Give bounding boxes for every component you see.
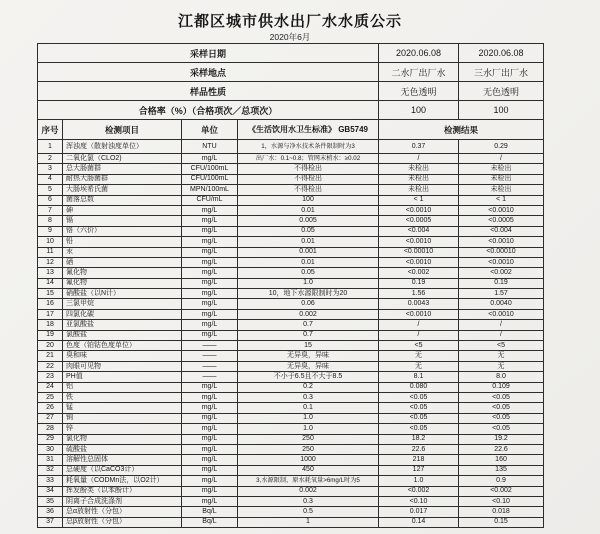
table-row — [38, 517, 544, 527]
table-row — [38, 341, 544, 351]
sample-date-label: 采样日期 — [38, 44, 379, 63]
cell-result-plant3: 0.29 — [459, 140, 544, 154]
cell-item: 锌 — [63, 424, 182, 434]
cell-standard: 0.01 — [238, 237, 379, 247]
table-row — [38, 185, 544, 195]
col-header-standard: 《生活饮用水卫生标准》 GB5749 — [238, 120, 379, 140]
cell-unit: —— — [182, 341, 238, 351]
cell-standard: 0.05 — [238, 268, 379, 278]
cell-item: 氰化物 — [63, 268, 182, 278]
table-row — [38, 164, 544, 174]
table-row — [38, 247, 544, 257]
cell-result-plant2: <0.05 — [379, 403, 459, 413]
table-row — [38, 413, 544, 423]
cell-result-plant3: <0.004 — [459, 226, 544, 236]
cell-result-plant2: 0.37 — [379, 140, 459, 154]
cell-result-plant2: / — [379, 154, 459, 164]
cell-item: 总α放射性（分包） — [63, 507, 182, 517]
cell-item: 镉 — [63, 216, 182, 226]
cell-result-plant2: / — [379, 330, 459, 340]
cell-result-plant3: 未检出 — [459, 174, 544, 184]
cell-unit: mg/L — [182, 455, 238, 465]
table-row — [38, 403, 544, 413]
table-row — [38, 299, 544, 309]
cell-item: 汞 — [63, 247, 182, 257]
cell-standard: 100 — [238, 195, 379, 205]
cell-result-plant3: 0.018 — [459, 507, 544, 517]
cell-unit: mg/L — [182, 434, 238, 444]
cell-item: 铝 — [63, 382, 182, 392]
table-row — [38, 278, 544, 288]
cell-unit: mg/L — [182, 289, 238, 299]
cell-standard: 1，水源与净水技术条件限制时为3 — [238, 140, 379, 154]
cell-unit: mg/L — [182, 278, 238, 288]
cell-no: 13 — [38, 268, 63, 278]
cell-result-plant2: <5 — [379, 341, 459, 351]
cell-no: 17 — [38, 309, 63, 319]
cell-standard: 0.01 — [238, 205, 379, 215]
table-row — [38, 392, 544, 402]
cell-no: 31 — [38, 455, 63, 465]
cell-result-plant2: <0.002 — [379, 268, 459, 278]
sample-date-plant2: 2020.06.08 — [379, 44, 459, 63]
cell-item: 四氯化碳 — [63, 309, 182, 319]
table-row — [38, 237, 544, 247]
cell-item: 挥发酚类（以苯酚计） — [63, 486, 182, 496]
cell-result-plant2: <0.00010 — [379, 247, 459, 257]
cell-no: 26 — [38, 403, 63, 413]
cell-result-plant3: <0.0010 — [459, 309, 544, 319]
cell-item: PH值 — [63, 372, 182, 382]
cell-result-plant3: <0.0010 — [459, 237, 544, 247]
cell-result-plant2: 0.017 — [379, 507, 459, 517]
cell-result-plant3: 19.2 — [459, 434, 544, 444]
cell-result-plant3: 0.15 — [459, 517, 544, 527]
cell-result-plant3: 8.0 — [459, 372, 544, 382]
cell-result-plant2: <0.002 — [379, 486, 459, 496]
table-row — [38, 424, 544, 434]
cell-item: 氟化物 — [63, 278, 182, 288]
page-subtitle: 2020年6月 — [269, 32, 311, 42]
cell-item: 铅 — [63, 237, 182, 247]
cell-result-plant2: / — [379, 320, 459, 330]
cell-standard: 0.01 — [238, 257, 379, 267]
cell-item: 氯化物 — [63, 434, 182, 444]
cell-item: 肉眼可见物 — [63, 361, 182, 371]
cell-item: 总β放射性（分包） — [63, 517, 182, 527]
cell-result-plant3: <0.002 — [459, 268, 544, 278]
cell-no: 22 — [38, 361, 63, 371]
cell-result-plant3: 无 — [459, 351, 544, 361]
cell-unit: mg/L — [182, 444, 238, 454]
cell-standard: 3,水源限制，原水耗氧量>6mg/L时为5 — [238, 476, 379, 486]
cell-no: 34 — [38, 486, 63, 496]
cell-result-plant3: 0.0040 — [459, 299, 544, 309]
sample-location-label: 采样地点 — [38, 63, 379, 82]
cell-item: 铜 — [63, 413, 182, 423]
table-row — [38, 465, 544, 475]
cell-standard: 不小于6.5且不大于8.5 — [238, 372, 379, 382]
cell-result-plant2: 0.0043 — [379, 299, 459, 309]
cell-no: 36 — [38, 507, 63, 517]
table-row — [38, 372, 544, 382]
table-row — [38, 486, 544, 496]
cell-no: 35 — [38, 496, 63, 506]
cell-standard: 0.2 — [238, 382, 379, 392]
cell-no: 28 — [38, 424, 63, 434]
table-row — [38, 154, 544, 164]
cell-standard: 0.002 — [238, 309, 379, 319]
col-header-no: 序号 — [38, 120, 63, 140]
cell-result-plant2: 0.14 — [379, 517, 459, 527]
cell-unit: mg/L — [182, 403, 238, 413]
cell-unit: CFU/100mL — [182, 164, 238, 174]
sample-nature-plant3: 无色透明 — [459, 82, 544, 101]
cell-result-plant2: <0.05 — [379, 392, 459, 402]
cell-result-plant2: 18.2 — [379, 434, 459, 444]
cell-unit: mg/L — [182, 216, 238, 226]
cell-standard: 无异臭，异味 — [238, 361, 379, 371]
table-row — [38, 174, 544, 184]
table-row — [38, 351, 544, 361]
cell-item: 耗氧量（CODMn法，以O2计） — [63, 476, 182, 486]
cell-no: 29 — [38, 434, 63, 444]
cell-unit: mg/L — [182, 205, 238, 215]
cell-standard: 10，地下水源限制时为20 — [238, 289, 379, 299]
cell-result-plant3: 0.19 — [459, 278, 544, 288]
cell-unit: mg/L — [182, 299, 238, 309]
cell-unit: mg/L — [182, 465, 238, 475]
cell-standard: 0.1 — [238, 403, 379, 413]
cell-result-plant3: 1.57 — [459, 289, 544, 299]
cell-item: 硝酸盐（以N计） — [63, 289, 182, 299]
cell-result-plant3: <5 — [459, 341, 544, 351]
cell-result-plant2: 无 — [379, 351, 459, 361]
cell-result-plant2: <0.004 — [379, 226, 459, 236]
cell-item: 亚氯酸盐 — [63, 320, 182, 330]
cell-result-plant3: 160 — [459, 455, 544, 465]
col-header-item: 检测项目 — [63, 120, 182, 140]
cell-result-plant3: <0.0010 — [459, 205, 544, 215]
cell-no: 21 — [38, 351, 63, 361]
table-row — [38, 496, 544, 506]
cell-no: 14 — [38, 278, 63, 288]
cell-no: 30 — [38, 444, 63, 454]
pass-rate-label: 合格率（%）（合格项次／总项次） — [38, 101, 379, 120]
cell-result-plant2: 无 — [379, 361, 459, 371]
cell-unit: mg/L — [182, 226, 238, 236]
cell-no: 25 — [38, 392, 63, 402]
cell-standard: 0.002 — [238, 486, 379, 496]
cell-unit: mg/L — [182, 237, 238, 247]
table-row — [38, 216, 544, 226]
cell-no: 20 — [38, 341, 63, 351]
table-row — [38, 140, 544, 154]
cell-item: 锰 — [63, 403, 182, 413]
cell-item: 铬（六价） — [63, 226, 182, 236]
table-row — [38, 444, 544, 454]
col-header-result: 检测结果 — [379, 120, 544, 140]
cell-no: 37 — [38, 517, 63, 527]
cell-result-plant3: <0.002 — [459, 486, 544, 496]
cell-standard: 0.001 — [238, 247, 379, 257]
cell-no: 12 — [38, 257, 63, 267]
cell-standard: 250 — [238, 444, 379, 454]
table-row — [38, 476, 544, 486]
cell-result-plant2: <0.0005 — [379, 216, 459, 226]
cell-unit: mg/L — [182, 382, 238, 392]
cell-item: 三氯甲烷 — [63, 299, 182, 309]
cell-result-plant3: <0.0005 — [459, 216, 544, 226]
water-quality-table — [37, 43, 544, 528]
cell-no: 1 — [38, 140, 63, 154]
cell-unit: mg/L — [182, 476, 238, 486]
cell-no: 3 — [38, 164, 63, 174]
pass-rate-plant3: 100 — [459, 101, 544, 120]
cell-result-plant3: 无 — [459, 361, 544, 371]
table-row — [38, 257, 544, 267]
cell-item: 总大肠菌群 — [63, 164, 182, 174]
cell-item: 铁 — [63, 392, 182, 402]
cell-result-plant3: 135 — [459, 465, 544, 475]
cell-result-plant2: <0.0010 — [379, 257, 459, 267]
cell-result-plant2: 127 — [379, 465, 459, 475]
cell-result-plant2: 8.1 — [379, 372, 459, 382]
cell-standard: 0.5 — [238, 507, 379, 517]
cell-no: 33 — [38, 476, 63, 486]
cell-unit: CFU/100mL — [182, 174, 238, 184]
cell-result-plant2: 未检出 — [379, 174, 459, 184]
table-row — [38, 309, 544, 319]
cell-standard: 0.005 — [238, 216, 379, 226]
cell-item: 菌落总数 — [63, 195, 182, 205]
table-row — [38, 226, 544, 236]
table-row — [38, 320, 544, 330]
cell-no: 19 — [38, 330, 63, 340]
cell-result-plant3: / — [459, 154, 544, 164]
cell-unit: Bq/L — [182, 517, 238, 527]
cell-item: 硒 — [63, 257, 182, 267]
sample-location-plant3: 三水厂出厂水 — [459, 63, 544, 82]
cell-no: 7 — [38, 205, 63, 215]
cell-no: 6 — [38, 195, 63, 205]
table-row — [38, 268, 544, 278]
cell-standard: 出厂水：0.1~0.8；管网末梢水：≥0.02 — [238, 154, 379, 164]
cell-standard: 不得检出 — [238, 185, 379, 195]
cell-result-plant3: 未检出 — [459, 164, 544, 174]
info-row-sample-location — [38, 63, 544, 82]
cell-unit: —— — [182, 351, 238, 361]
pass-rate-plant2: 100 — [379, 101, 459, 120]
cell-no: 11 — [38, 247, 63, 257]
cell-result-plant2: <0.05 — [379, 424, 459, 434]
cell-standard: 无异臭，异味 — [238, 351, 379, 361]
cell-unit: mg/L — [182, 309, 238, 319]
cell-result-plant2: 1.0 — [379, 476, 459, 486]
cell-result-plant3: 0.9 — [459, 476, 544, 486]
cell-result-plant2: 未检出 — [379, 185, 459, 195]
cell-unit: mg/L — [182, 268, 238, 278]
cell-item: 溶解性总固体 — [63, 455, 182, 465]
cell-standard: 1 — [238, 517, 379, 527]
cell-no: 15 — [38, 289, 63, 299]
cell-standard: 0.3 — [238, 392, 379, 402]
cell-result-plant2: 0.19 — [379, 278, 459, 288]
cell-no: 32 — [38, 465, 63, 475]
cell-unit: mg/L — [182, 392, 238, 402]
cell-standard: 1.0 — [238, 413, 379, 423]
cell-standard: 0.05 — [238, 226, 379, 236]
cell-standard: 1.0 — [238, 278, 379, 288]
results-body — [38, 140, 544, 528]
cell-unit: MPN/100mL — [182, 185, 238, 195]
cell-item: 砷 — [63, 205, 182, 215]
table-row — [38, 195, 544, 205]
page-title: 江都区城市供水出厂水水质公示 — [177, 13, 402, 30]
cell-standard: 1.0 — [238, 424, 379, 434]
cell-unit: mg/L — [182, 247, 238, 257]
sample-date-plant3: 2020.06.08 — [459, 44, 544, 63]
col-header-unit: 单位 — [182, 120, 238, 140]
table-row — [38, 330, 544, 340]
cell-standard: 0.06 — [238, 299, 379, 309]
cell-no: 4 — [38, 174, 63, 184]
table-row — [38, 455, 544, 465]
cell-result-plant3: <0.05 — [459, 424, 544, 434]
cell-result-plant2: <0.10 — [379, 496, 459, 506]
cell-standard: 不得检出 — [238, 174, 379, 184]
info-row-sample-date — [38, 44, 544, 63]
cell-standard: 450 — [238, 465, 379, 475]
cell-result-plant2: <0.0010 — [379, 205, 459, 215]
cell-result-plant3: <0.10 — [459, 496, 544, 506]
cell-no: 18 — [38, 320, 63, 330]
cell-unit: —— — [182, 372, 238, 382]
cell-unit: NTU — [182, 140, 238, 154]
cell-result-plant3: < 1 — [459, 195, 544, 205]
cell-result-plant3: <0.05 — [459, 403, 544, 413]
cell-result-plant3: 22.6 — [459, 444, 544, 454]
cell-item: 二氧化氯（CLO2) — [63, 154, 182, 164]
cell-standard: 不得检出 — [238, 164, 379, 174]
table-row — [38, 382, 544, 392]
cell-result-plant2: 未检出 — [379, 164, 459, 174]
table-row — [38, 205, 544, 215]
cell-no: 27 — [38, 413, 63, 423]
cell-unit: mg/L — [182, 330, 238, 340]
cell-unit: mg/L — [182, 320, 238, 330]
cell-standard: 0.7 — [238, 320, 379, 330]
cell-no: 16 — [38, 299, 63, 309]
cell-item: 总硬度（以CaCO3计） — [63, 465, 182, 475]
cell-result-plant3: / — [459, 330, 544, 340]
cell-item: 臭和味 — [63, 351, 182, 361]
cell-no: 8 — [38, 216, 63, 226]
cell-result-plant3: <0.0010 — [459, 257, 544, 267]
info-row-pass-rate — [38, 101, 544, 120]
column-header-row — [38, 120, 544, 140]
cell-item: 阴离子合成洗涤剂 — [63, 496, 182, 506]
cell-item: 色度（铂钴色度单位） — [63, 341, 182, 351]
cell-no: 24 — [38, 382, 63, 392]
cell-no: 9 — [38, 226, 63, 236]
cell-unit: CFU/mL — [182, 195, 238, 205]
cell-result-plant2: 0.080 — [379, 382, 459, 392]
cell-unit: mg/L — [182, 486, 238, 496]
cell-standard: 1000 — [238, 455, 379, 465]
cell-standard: 0.3 — [238, 496, 379, 506]
cell-unit: mg/L — [182, 424, 238, 434]
cell-result-plant2: 22.6 — [379, 444, 459, 454]
cell-item: 氯酸盐 — [63, 330, 182, 340]
cell-result-plant2: 218 — [379, 455, 459, 465]
cell-no: 23 — [38, 372, 63, 382]
cell-no: 10 — [38, 237, 63, 247]
table-row — [38, 361, 544, 371]
cell-item: 大肠埃希氏菌 — [63, 185, 182, 195]
cell-no: 5 — [38, 185, 63, 195]
cell-standard: 250 — [238, 434, 379, 444]
cell-result-plant2: <0.0010 — [379, 237, 459, 247]
cell-unit: Bq/L — [182, 507, 238, 517]
cell-unit: mg/L — [182, 413, 238, 423]
sample-nature-plant2: 无色透明 — [379, 82, 459, 101]
cell-standard: 15 — [238, 341, 379, 351]
cell-result-plant3: <0.05 — [459, 413, 544, 423]
cell-result-plant3: <0.00010 — [459, 247, 544, 257]
cell-unit: mg/L — [182, 154, 238, 164]
cell-result-plant2: 1.56 — [379, 289, 459, 299]
cell-result-plant3: / — [459, 320, 544, 330]
cell-result-plant2: < 1 — [379, 195, 459, 205]
cell-item: 硫酸盐 — [63, 444, 182, 454]
cell-item: 浑浊度（散射浊度单位） — [63, 140, 182, 154]
table-row — [38, 507, 544, 517]
table-row — [38, 434, 544, 444]
cell-standard: 0.7 — [238, 330, 379, 340]
cell-result-plant3: 未检出 — [459, 185, 544, 195]
cell-result-plant3: <0.05 — [459, 392, 544, 402]
table-row — [38, 289, 544, 299]
sample-location-plant2: 二水厂出厂水 — [379, 63, 459, 82]
cell-result-plant2: <0.05 — [379, 413, 459, 423]
cell-no: 2 — [38, 154, 63, 164]
cell-item: 耐热大肠菌群 — [63, 174, 182, 184]
cell-unit: mg/L — [182, 496, 238, 506]
sample-nature-label: 样品性质 — [38, 82, 379, 101]
cell-result-plant2: <0.0010 — [379, 309, 459, 319]
cell-unit: mg/L — [182, 257, 238, 267]
cell-result-plant3: 0.109 — [459, 382, 544, 392]
cell-unit: —— — [182, 361, 238, 371]
info-row-sample-nature — [38, 82, 544, 101]
